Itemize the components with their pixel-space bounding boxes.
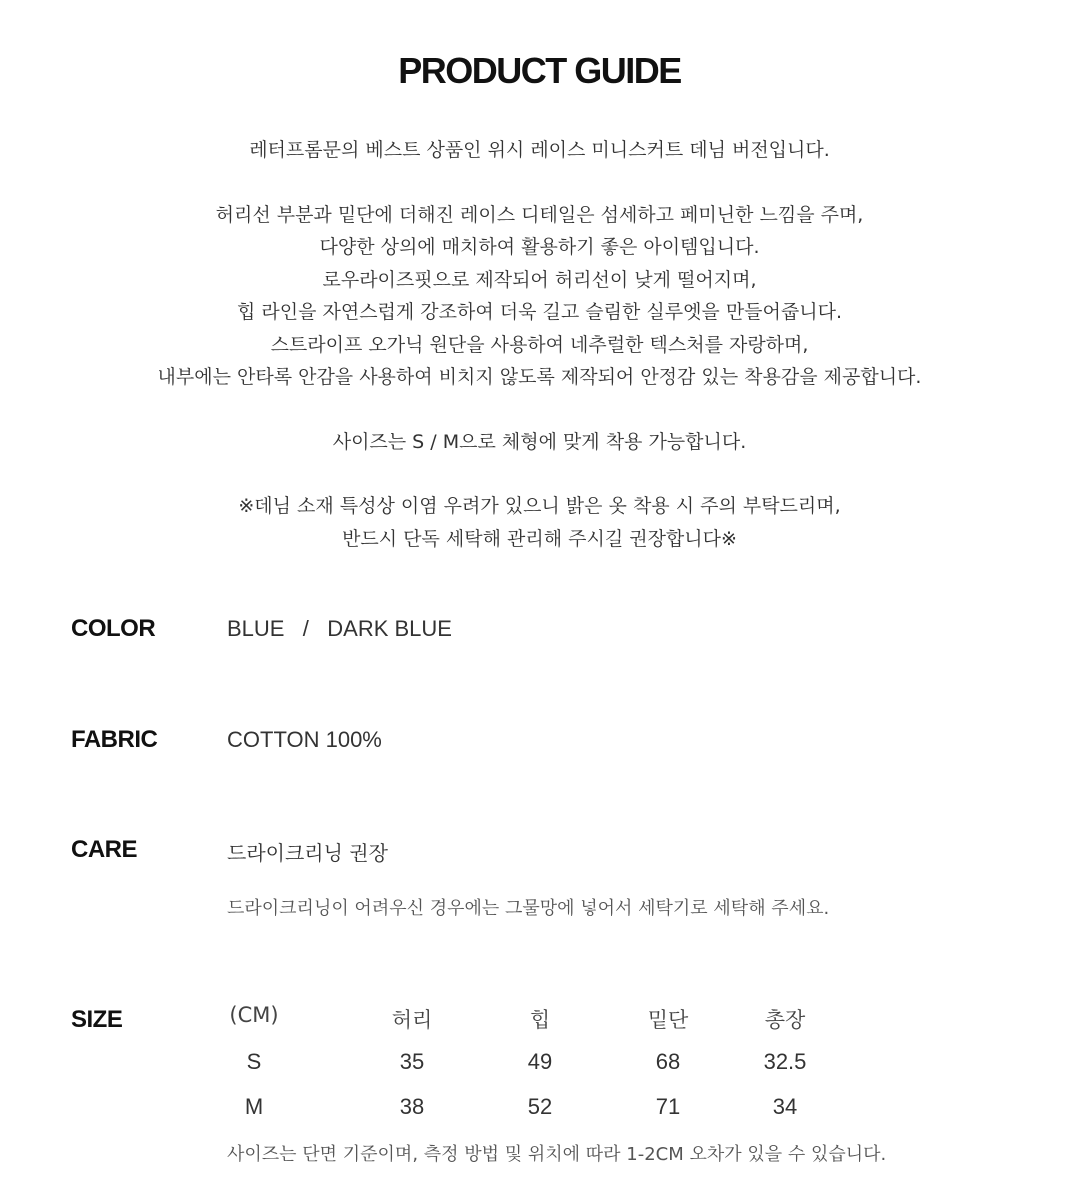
description-line: 내부에는 안타록 안감을 사용하여 비치지 않도록 제작되어 안정감 있는 착용감을 제공합니다. bbox=[157, 366, 922, 388]
caution-line: 반드시 단독 세탁해 관리해 주시길 권장합니다※ bbox=[342, 527, 737, 550]
size-header-hip: 힙 bbox=[529, 1008, 551, 1032]
size-row-s-hip: 49 bbox=[527, 1049, 553, 1074]
size-row-m-length: 34 bbox=[772, 1094, 798, 1119]
fabric-value: COTTON 100% bbox=[227, 727, 382, 752]
size-label: SIZE bbox=[71, 1006, 123, 1033]
size-row-m-hip: 52 bbox=[527, 1094, 553, 1119]
page-title: PRODUCT GUIDE bbox=[398, 50, 681, 91]
size-header-hem: 밑단 bbox=[647, 1008, 689, 1032]
size-row-m-waist: 38 bbox=[399, 1094, 425, 1119]
care-label: CARE bbox=[71, 836, 138, 863]
description-line: 로우라이즈핏으로 제작되어 허리선이 낮게 떨어지며, bbox=[322, 268, 757, 291]
size-note: 사이즈는 단면 기준이며, 측정 방법 및 위치에 따라 1-2CM 오차가 있을 수 있습니다. bbox=[227, 1144, 887, 1165]
size-header-length: 총장 bbox=[764, 1008, 806, 1032]
product-description bbox=[0, 134, 1079, 555]
size-header-unit: (CM) bbox=[229, 1003, 279, 1027]
fabric-label: FABRIC bbox=[71, 726, 158, 753]
size-row-s-waist: 35 bbox=[399, 1049, 425, 1074]
description-line: 사이즈는 S / M으로 체형에 맞게 착용 가능합니다. bbox=[332, 430, 747, 453]
size-row-s-length: 32.5 bbox=[763, 1049, 807, 1074]
care-note: 드라이크리닝이 어려우신 경우에는 그물망에 넣어서 세탁기로 세탁해 주세요. bbox=[227, 898, 830, 919]
caution-line: ※데님 소재 특성상 이염 우려가 있으니 밝은 옷 착용 시 주의 부탁드리며, bbox=[238, 495, 841, 517]
description-line: 허리선 부분과 밑단에 더해진 레이스 디테일은 섬세하고 페미닌한 느낌을 주며, bbox=[215, 203, 864, 226]
size-row-m-hem: 71 bbox=[655, 1094, 681, 1119]
care-value: 드라이크리닝 권장 bbox=[227, 841, 388, 865]
description-line: 레터프롬문의 베스트 상품인 위시 레이스 미니스커트 데님 버전입니다. bbox=[249, 139, 830, 161]
description-line: 스트라이프 오가닉 원단을 사용하여 네추럴한 텍스처를 자랑하며, bbox=[270, 333, 809, 356]
size-header-waist: 허리 bbox=[391, 1008, 433, 1032]
description-line: 다양한 상의에 매치하여 활용하기 좋은 아이템입니다. bbox=[319, 236, 760, 258]
size-row-m-name: M bbox=[244, 1094, 264, 1119]
size-row-s-name: S bbox=[246, 1049, 262, 1074]
description-line: 힙 라인을 자연스럽게 강조하여 더욱 길고 슬림한 실루엣을 만들어줍니다. bbox=[237, 301, 842, 323]
color-label: COLOR bbox=[71, 615, 156, 642]
size-row-s-hem: 68 bbox=[655, 1049, 681, 1074]
color-value: BLUE / DARK BLUE bbox=[227, 616, 452, 641]
